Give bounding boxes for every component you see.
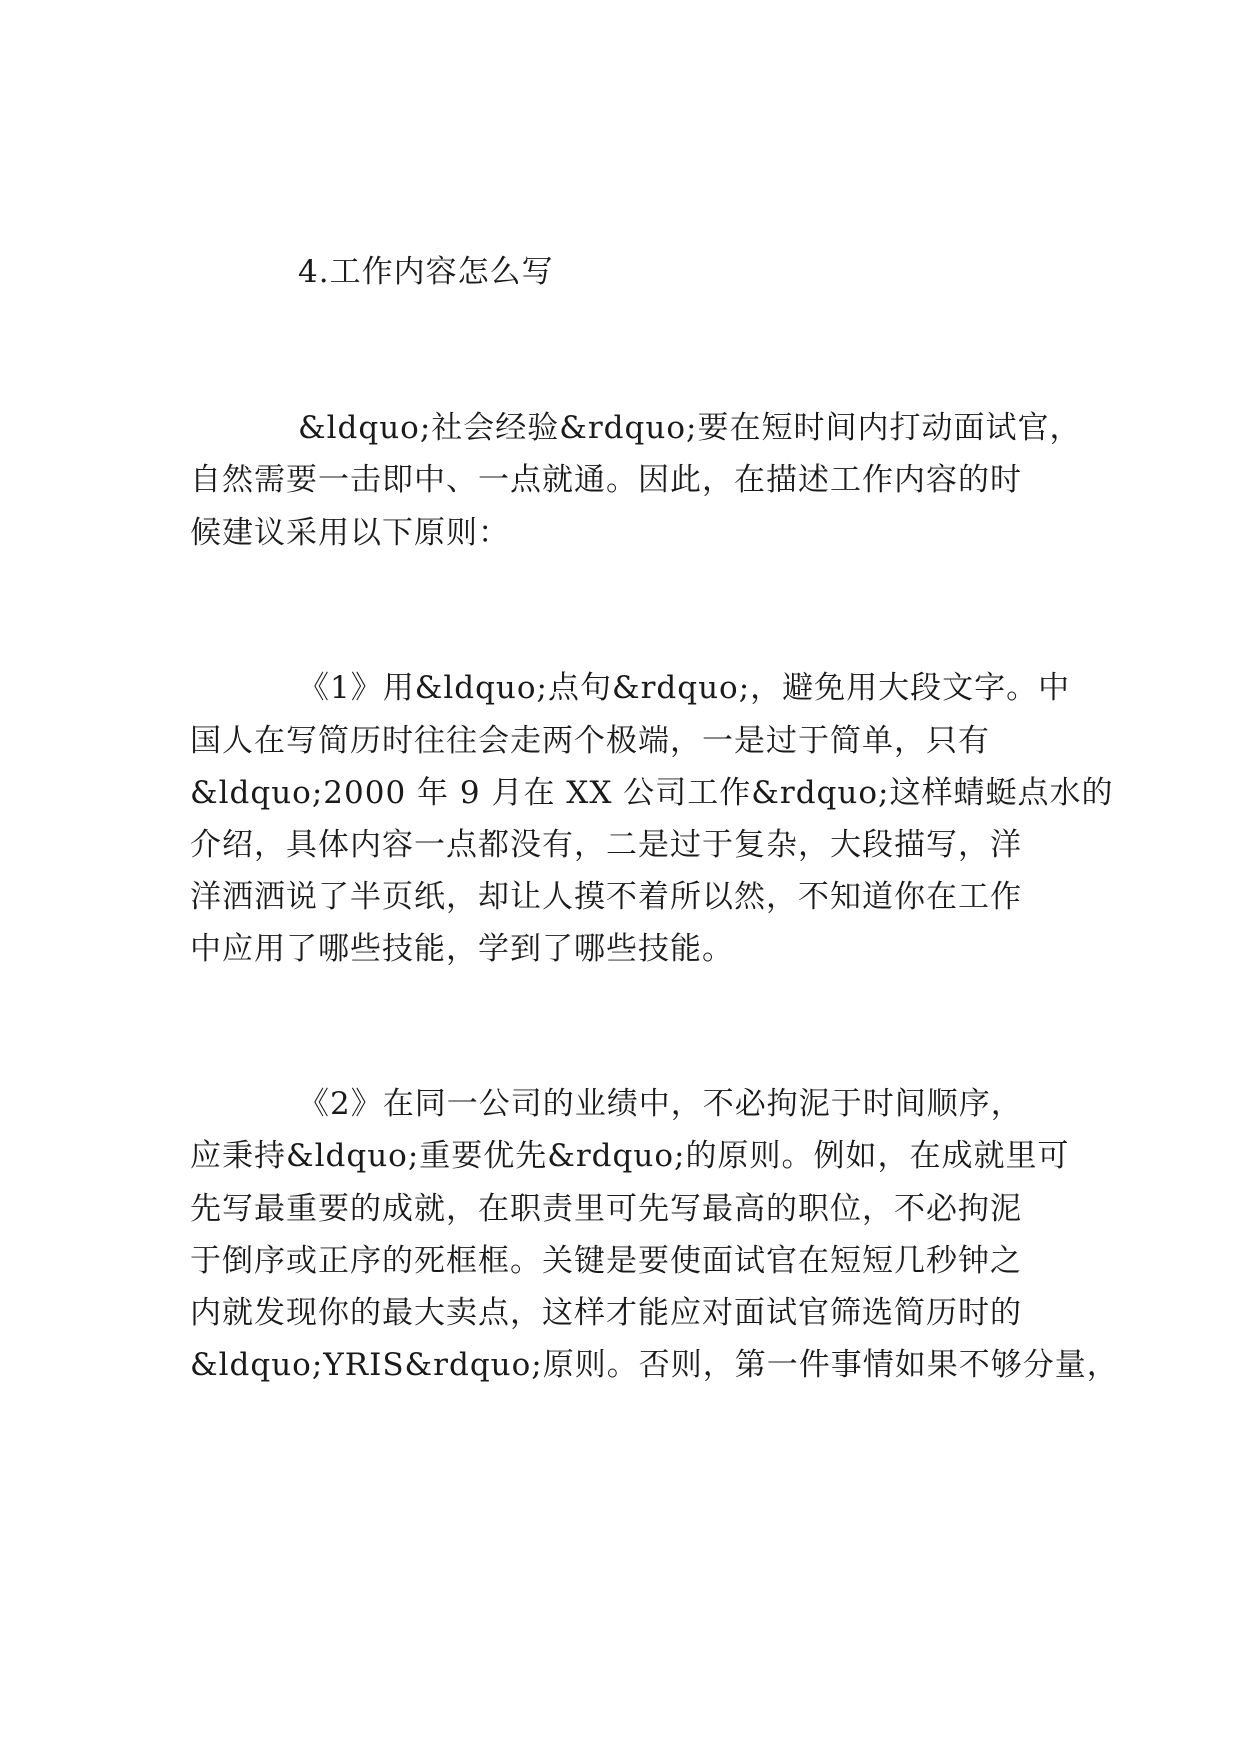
paragraph-3-line-6: &ldquo;YRIS&rdquo;原则。否则，第一件事情如果不够分量， [190,1347,1119,1383]
paragraph-3-line-5: 内就发现你的最大卖点，这样才能应对面试官筛选简历时的 [190,1295,1022,1331]
paragraph-2-line-4: 介绍，具体内容一点都没有，二是过于复杂，大段描写，洋 [190,827,1022,863]
paragraph-1-line-3: 候建议采用以下原则： [190,515,510,551]
paragraph-3-line-2: 应秉持&ldquo;重要优先&rdquo;的原则。例如，在成就里可 [190,1138,1070,1174]
paragraph-3-line-3: 先写最重要的成就，在职责里可先写最高的职位，不必拘泥 [190,1191,1022,1227]
paragraph-2-line-5: 洋洒洒说了半页纸，却让人摸不着所以然，不知道你在工作 [190,879,1022,915]
paragraph-1-line-2: 自然需要一击即中、一点就通。因此，在描述工作内容的时 [190,462,1022,498]
paragraph-1-line-1: &ldquo;社会经验&rdquo;要在短时间内打动面试官， [298,410,1082,446]
paragraph-2-line-6: 中应用了哪些技能，学到了哪些技能。 [190,931,734,967]
paragraph-3-line-1: 《2》在同一公司的业绩中，不必拘泥于时间顺序， [298,1086,1023,1122]
paragraph-2-line-2: 国人在写简历时往往会走两个极端，一是过于简单，只有 [190,723,990,759]
paragraph-3-line-4: 于倒序或正序的死框框。关键是要使面试官在短短几秒钟之 [190,1243,1022,1279]
section-heading: 4.工作内容怎么写 [298,254,554,290]
paragraph-2-line-1: 《1》用&ldquo;点句&rdquo;，避免用大段文字。中 [298,670,1071,706]
paragraph-2-line-3: &ldquo;2000 年 9 月在 XX 公司工作&rdquo;这样蜻蜓点水的 [190,775,1114,811]
